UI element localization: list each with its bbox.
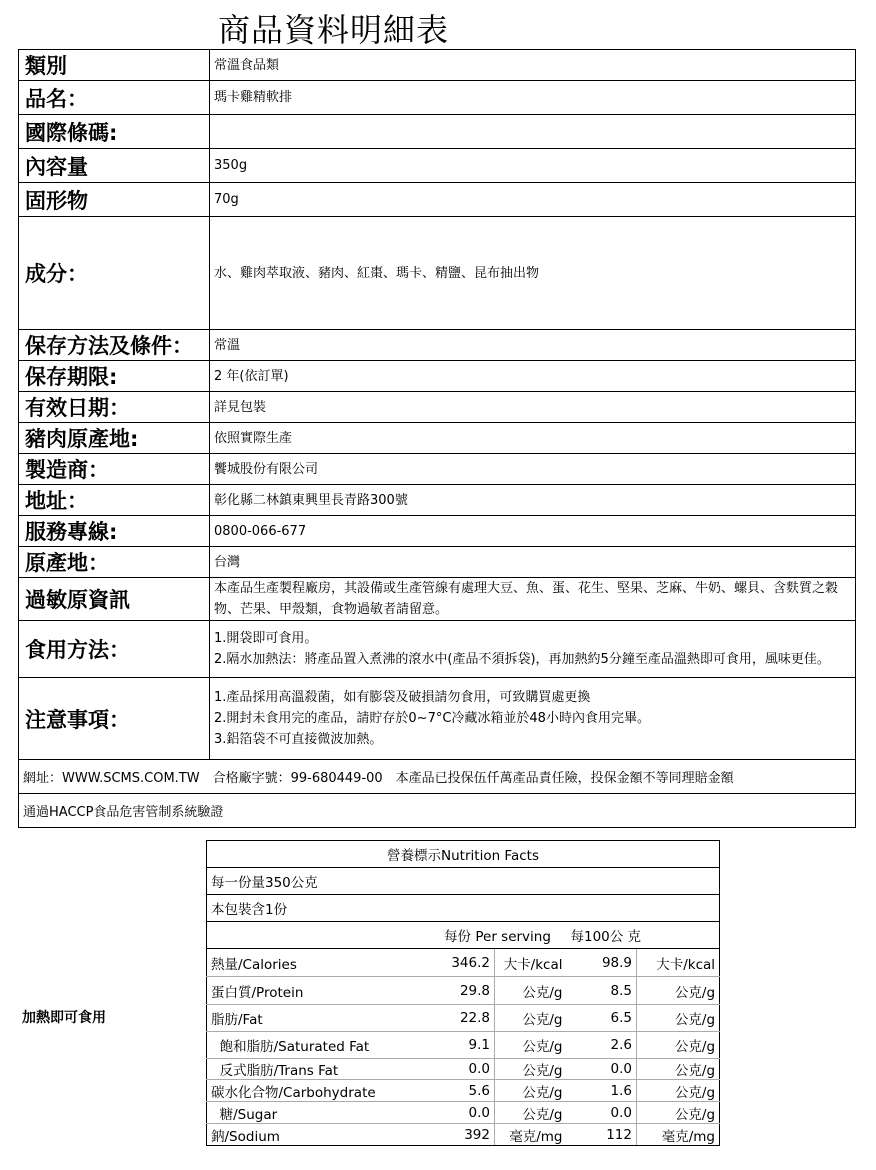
nutrient-name: 脂肪/Fat [207,1005,429,1032]
nutrient-row [207,1080,720,1102]
row-value: 瑪卡雞精軟排 [210,81,856,115]
row-label: 過敏原資訊 [19,578,210,621]
row-value: 本產品生產製程廠房，其設備或生產管線有處理大豆、魚、蛋、花生、堅果、芝麻、牛奶、螺貝、含麩質之穀物、芒果、甲殼類，食物過敏者請留意。 [210,578,856,621]
row-label: 內容量 [19,149,210,183]
row-value-line: 1.產品採用高溫殺菌，如有膨袋及破損請勿食用，可致購買處更換 [214,690,591,705]
nutrient-row [207,1032,720,1059]
row-value [210,621,856,678]
product-info-table [18,49,856,828]
per-serving-unit: 公克/g [495,1059,567,1080]
row-value: 2 年(依訂單) [210,361,856,392]
info-row [19,217,856,330]
per-100g-value: 8.5 [567,977,637,1005]
row-label: 品名： [19,81,210,115]
per-100g-unit: 公克/g [637,977,720,1005]
row-value: 常溫 [210,330,856,361]
info-row [19,149,856,183]
info-row [19,81,856,115]
row-value-line: 2.隔水加熱法：將產品置入煮沸的滾水中(產品不須拆袋)，再加熱約5分鐘至產品溫熱即可食用，風味更佳。 [214,652,830,667]
per-serving-value: 5.6 [429,1080,495,1102]
side-note: 加熱即可食用 [22,1010,106,1026]
info-row [19,361,856,392]
per-serving-unit: 公克/g [495,977,567,1005]
per-serving-value: 22.8 [429,1005,495,1032]
row-value: 350g [210,149,856,183]
info-row [19,392,856,423]
row-label: 原產地： [19,547,210,578]
row-label: 類別 [19,50,210,81]
nutrient-name: 飽和脂肪/Saturated Fat [207,1032,429,1059]
row-label: 成分： [19,217,210,330]
row-label: 保存方法及條件： [19,330,210,361]
per-100g-value: 6.5 [567,1005,637,1032]
row-label: 有效日期： [19,392,210,423]
row-value: 彰化縣二林鎮東興里長青路300號 [210,485,856,516]
per-100g-value: 2.6 [567,1032,637,1059]
info-row [19,115,856,149]
per-serving-header: 每份 Per serving [429,922,567,949]
row-value: 水、雞肉萃取液、豬肉、紅棗、瑪卡、精鹽、昆布抽出物 [210,217,856,330]
row-value-line: 3.鋁箔袋不可直接微波加熱。 [214,732,383,747]
row-label: 豬肉原產地: [19,423,210,454]
nutrient-row [207,977,720,1005]
per-serving-unit: 大卡/kcal [495,949,567,977]
per-serving-unit: 公克/g [495,1102,567,1124]
nutrient-row [207,1124,720,1146]
per-serving-value: 9.1 [429,1032,495,1059]
nutrient-row [207,1005,720,1032]
nutrient-name: 鈉/Sodium [207,1124,429,1146]
row-value [210,678,856,760]
per-serving-unit: 毫克/mg [495,1124,567,1146]
per-serving-unit: 公克/g [495,1080,567,1102]
row-value: 饗城股份有限公司 [210,454,856,485]
website-license-note: 網址：WWW.SCMS.COM.TW 合格廠字號：99-680449-00 本產品已投保伍仟萬產品責任險，投保金額不等同理賠金額 [19,760,856,794]
row-label: 保存期限: [19,361,210,392]
nutrient-row [207,1102,720,1124]
nutrient-row [207,1059,720,1080]
row-label: 服務專線: [19,516,210,547]
info-row [19,454,856,485]
per-serving-value: 346.2 [429,949,495,977]
nutrient-name: 反式脂肪/Trans Fat [207,1059,429,1080]
per-100g-unit: 公克/g [637,1080,720,1102]
info-row [19,330,856,361]
per-100g-value: 112 [567,1124,637,1146]
row-label: 食用方法： [19,621,210,678]
row-value: 詳見包裝 [210,392,856,423]
per-serving-value: 392 [429,1124,495,1146]
row-label: 注意事項： [19,678,210,760]
nutrition-title: 營養標示Nutrition Facts [207,841,720,868]
row-value-line: 1.開袋即可食用。 [214,631,318,646]
info-row [19,423,856,454]
row-value-line: 2.開封未食用完的產品，請貯存於0~7°C冷藏冰箱並於48小時內食用完畢。 [214,711,650,726]
nutrient-name: 蛋白質/Protein [207,977,429,1005]
info-row [19,50,856,81]
page-title: 商品資料明細表 [218,11,450,49]
per-100g-unit: 公克/g [637,1059,720,1080]
per-100g-unit: 公克/g [637,1032,720,1059]
row-label: 固形物 [19,183,210,217]
info-row [19,547,856,578]
per-serving-value: 0.0 [429,1102,495,1124]
info-row [19,183,856,217]
row-label: 國際條碼: [19,115,210,149]
info-row [19,621,856,678]
per-100g-unit: 公克/g [637,1005,720,1032]
row-value: 0800-066-677 [210,516,856,547]
row-value: 台灣 [210,547,856,578]
info-row [19,678,856,760]
row-label: 製造商： [19,454,210,485]
nutrition-facts-table [206,840,720,1146]
haccp-note: 通過HACCP食品危害管制系統驗證 [19,794,856,828]
info-row [19,485,856,516]
per-100g-header: 每100公 克 [567,922,720,949]
per-100g-unit: 毫克/mg [637,1124,720,1146]
per-100g-value: 0.0 [567,1102,637,1124]
per-100g-value: 98.9 [567,949,637,977]
nutrient-name: 熱量/Calories [207,949,429,977]
info-row [19,578,856,621]
per-serving-unit: 公克/g [495,1032,567,1059]
per-serving-value: 29.8 [429,977,495,1005]
nutrient-name: 糖/Sugar [207,1102,429,1124]
row-value [210,115,856,149]
per-100g-unit: 大卡/kcal [637,949,720,977]
nutrition-serving: 每一份量350公克 [207,868,720,895]
nutrient-name: 碳水化合物/Carbohydrate [207,1080,429,1102]
row-label: 地址： [19,485,210,516]
nutrient-row [207,949,720,977]
row-value: 70g [210,183,856,217]
nutrition-servings-per-pack: 本包裝含1份 [207,895,720,922]
row-value: 依照實際生產 [210,423,856,454]
per-100g-value: 0.0 [567,1059,637,1080]
info-row [19,516,856,547]
per-serving-value: 0.0 [429,1059,495,1080]
per-100g-unit: 公克/g [637,1102,720,1124]
per-100g-value: 1.6 [567,1080,637,1102]
per-serving-unit: 公克/g [495,1005,567,1032]
row-value: 常溫食品類 [210,50,856,81]
